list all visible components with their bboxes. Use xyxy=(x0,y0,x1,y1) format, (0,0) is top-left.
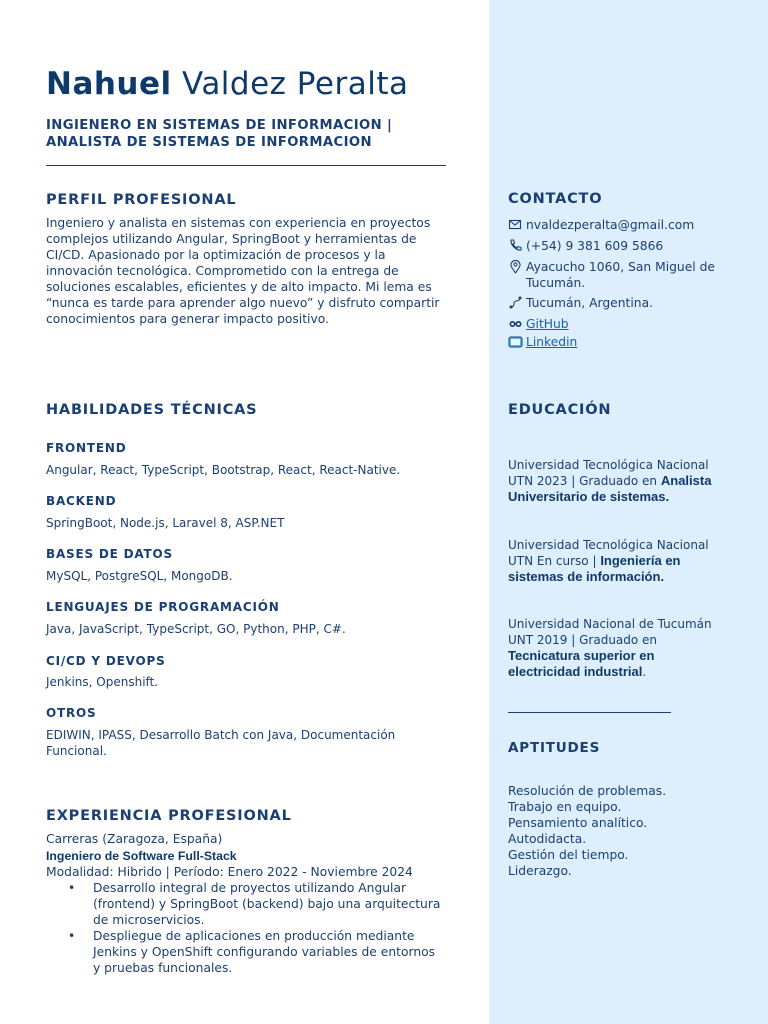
mail-icon xyxy=(508,217,523,232)
experience-company: Carreras (Zaragoza, España) xyxy=(46,832,223,846)
education-degree: Analista Universitario de sistemas. xyxy=(508,473,712,504)
education-item xyxy=(508,457,713,505)
github-link[interactable]: GitHub xyxy=(526,317,569,331)
experience-meta: Modalidad: Hibrido | Período: Enero 2022 - Noviembre 2024 xyxy=(46,865,413,879)
contact-address: Ayacucho 1060, San Miguel de Tucumán. xyxy=(526,260,715,290)
skill-group-items: EDIWIN, IPASS, Desarrollo Batch con Java, Documentación Funcional. xyxy=(46,728,396,758)
experience-bullet: • Despliegue de aplicaciones en producción mediante Jenkins y OpenShift configurando variables de entornos y pruebas funcionales. xyxy=(46,928,446,976)
aptitude-item: Pensamiento analítico. xyxy=(508,816,648,830)
skill-group-title: LENGUAJES DE PROGRAMACIÓN xyxy=(46,600,280,614)
skill-group-title: FRONTEND xyxy=(46,441,127,455)
job-title xyxy=(46,117,446,151)
linkedin-link[interactable]: Linkedin xyxy=(526,335,578,349)
education-degree: Ingeniería en sistemas de información. xyxy=(508,553,681,584)
skill-group-title: CI/CD Y DEVOPS xyxy=(46,654,166,668)
profile-text: Ingeniero y analista en sistemas con experiencia en proyectos complejos utilizando Angular, SpringBoot y herramientas de CI/CD. Apasionado por la optimización de procesos y la innovación tecnológica. Comprometido con la entrega de soluciones escalables, eficientes y de alto impacto. Mi lema es “nunca es tarde para aprender algo nuevo” y disfruto compartir conocimientos para generar impacto positivo. xyxy=(46,216,440,326)
contact-city: Tucumán, Argentina. xyxy=(526,296,654,310)
education-institution: Universidad Tecnológica Nacional UTN En curso | xyxy=(508,538,709,568)
skill-group-items: Jenkins, Openshift. xyxy=(46,675,159,689)
skills-heading: HABILIDADES TÉCNICAS xyxy=(46,402,258,418)
contact-email-row xyxy=(508,217,748,233)
contact-address-row xyxy=(508,259,733,291)
skill-group-title: BACKEND xyxy=(46,494,117,508)
linkedin-icon xyxy=(508,334,523,349)
education-institution: Universidad Nacional de Tucumán UNT 2019 | Graduado en xyxy=(508,617,712,647)
contact-linkedin-row xyxy=(508,334,748,350)
skill-group-items: Angular, React, TypeScript, Bootstrap, React, React-Native. xyxy=(46,463,401,477)
sidebar-divider xyxy=(508,712,671,713)
skill-group-items: Java, JavaScript, TypeScript, GO, Python, PHP, C#. xyxy=(46,622,346,636)
aptitude-item: Gestión del tiempo. xyxy=(508,848,629,862)
education-degree: Tecnicatura superior en electricidad industrial xyxy=(508,648,655,679)
aptitude-item: Resolución de problemas. xyxy=(508,784,667,798)
location-pin-icon xyxy=(508,259,523,274)
education-item xyxy=(508,537,713,585)
education-suffix: . xyxy=(642,665,647,679)
header-divider xyxy=(46,165,446,166)
experience-role: Ingeniero de Software Full-Stack xyxy=(46,849,237,863)
experience-heading: EXPERIENCIA PROFESIONAL xyxy=(46,808,292,824)
phone-icon xyxy=(508,238,523,253)
skill-group-title: OTROS xyxy=(46,706,97,720)
aptitude-item: Liderazgo. xyxy=(508,864,572,878)
education-item xyxy=(508,616,713,680)
education-heading: EDUCACIÓN xyxy=(508,402,612,418)
skill-group-items: MySQL, PostgreSQL, MongoDB. xyxy=(46,569,233,583)
skill-group-items: SpringBoot, Node.js, Laravel 8, ASP.NET xyxy=(46,516,285,530)
github-icon xyxy=(508,316,523,331)
first-name: Nahuel xyxy=(46,66,172,102)
skill-group-title: BASES DE DATOS xyxy=(46,547,173,561)
contact-github-row xyxy=(508,316,748,332)
education-institution: Universidad Tecnológica Nacional UTN 2023 | Graduado en xyxy=(508,458,709,488)
route-icon xyxy=(508,295,523,310)
contact-phone[interactable]: (+54) 9 381 609 5866 xyxy=(526,239,664,253)
aptitude-item: Autodidacta. xyxy=(508,832,587,846)
profile-heading: PERFIL PROFESIONAL xyxy=(46,192,237,208)
job-title-line-2: ANALISTA DE SISTEMAS DE INFORMACION xyxy=(46,135,372,150)
job-title-line-1: INGIENERO EN SISTEMAS DE INFORMACION | xyxy=(46,118,393,133)
last-name: Valdez Peralta xyxy=(182,66,409,102)
contact-email[interactable]: nvaldezperalta@gmail.com xyxy=(526,218,695,232)
experience-bullets xyxy=(46,880,446,976)
candidate-name xyxy=(46,66,408,102)
contact-phone-row xyxy=(508,238,748,254)
contact-heading: CONTACTO xyxy=(508,191,603,207)
aptitude-item: Trabajo en equipo. xyxy=(508,800,622,814)
experience-bullet: • Desarrollo integral de proyectos utilizando Angular (frontend) y SpringBoot (backend) bajo una arquitectura de microservicios. xyxy=(46,880,446,928)
contact-city-row xyxy=(508,295,748,311)
aptitudes-list xyxy=(508,783,748,879)
aptitudes-heading: APTITUDES xyxy=(508,740,601,756)
